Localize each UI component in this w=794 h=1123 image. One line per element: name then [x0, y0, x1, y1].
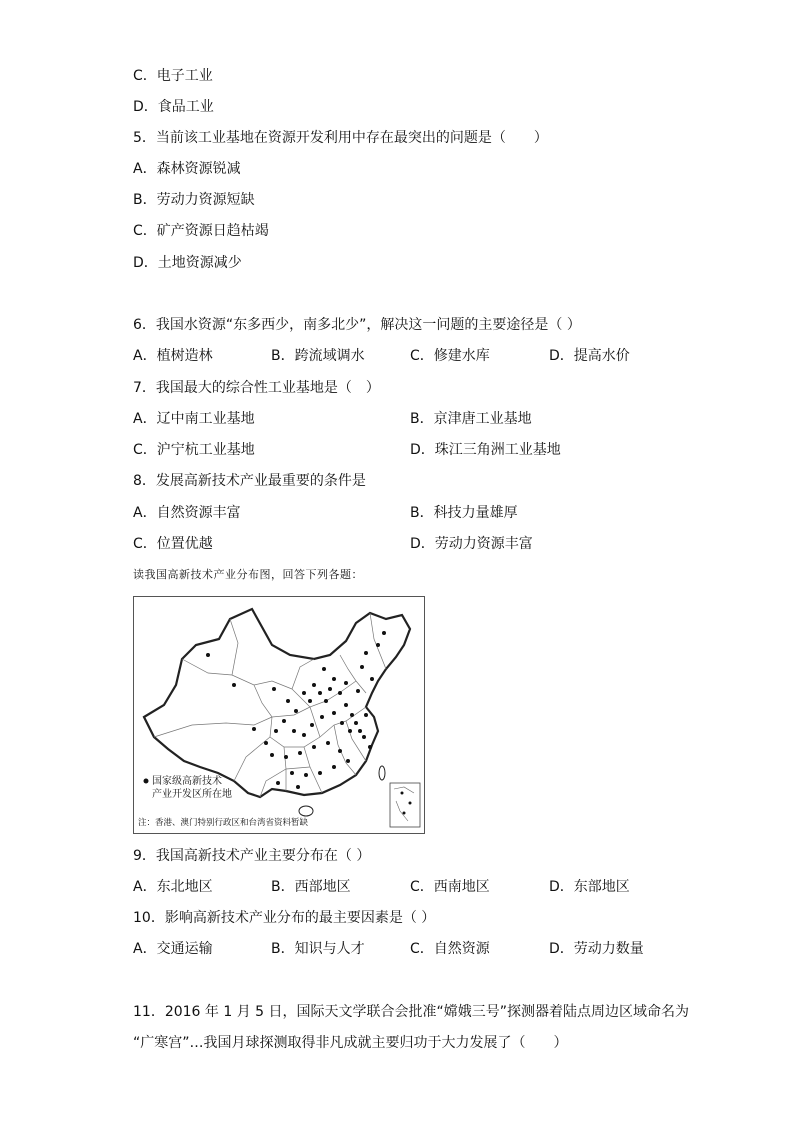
south-china-sea-inset — [390, 783, 420, 827]
q9-option-a: A．东北地区 — [133, 879, 213, 895]
q4-option-c: C．电子工业 — [133, 68, 213, 84]
q5-option-a: A．森林资源锐减 — [133, 161, 241, 177]
q9-option-c: C．西南地区 — [410, 879, 490, 895]
q7-option-c: C．沪宁杭工业基地 — [133, 442, 255, 458]
q7-option-a: A．辽中南工业基地 — [133, 411, 255, 427]
q7-option-b: B．京津唐工业基地 — [410, 411, 532, 427]
q7-option-d: D．珠江三角洲工业基地 — [410, 442, 561, 458]
q6-stem: 6．我国水资源“东多西少，南多北少”，解决这一问题的主要途径是（ ） — [133, 317, 581, 333]
q5-stem: 5．当前该工业基地在资源开发利用中存在最突出的问题是（ ） — [133, 130, 548, 146]
q9-stem: 9．我国高新技术产业主要分布在（ ） — [133, 848, 371, 864]
q5-option-c: C．矿产资源日趋枯竭 — [133, 223, 269, 239]
q5-option-b: B．劳动力资源短缺 — [133, 192, 255, 208]
q6-option-d: D．提高水价 — [549, 348, 630, 364]
china-outline — [144, 609, 410, 797]
map-legend-line2: 产业开发区所在地 — [152, 789, 232, 800]
legend-dot-icon — [144, 779, 149, 784]
q9-option-b: B．西部地区 — [271, 879, 351, 895]
hainan-island — [299, 806, 313, 816]
q7-stem: 7．我国最大的综合性工业基地是（ ） — [133, 380, 380, 396]
map-intro: 读我国高新技术产业分布图，回答下列各题： — [133, 568, 363, 581]
q8-option-c: C．位置优越 — [133, 536, 213, 552]
map-legend-line1: 国家级高新技术 — [152, 776, 222, 787]
q8-stem: 8．发展高新技术产业最重要的条件是 — [133, 473, 366, 489]
q8-option-d: D．劳动力资源丰富 — [410, 536, 533, 552]
q5-option-d: D．土地资源减少 — [133, 255, 242, 271]
map-note: 注：香港、澳门特别行政区和台湾省资料暂缺 — [138, 818, 309, 828]
q10-option-b: B．知识与人才 — [271, 941, 365, 957]
q10-stem: 10．影响高新技术产业分布的最主要因素是（ ） — [133, 910, 436, 926]
q11-stem-line1: 11．2016 年 1 月 5 日，国际天文学联合会批准“嫦娥三号”探测器着陆点周边区域命名为 — [133, 1004, 690, 1020]
china-map-svg — [134, 597, 424, 833]
q4-option-d: D．食品工业 — [133, 99, 214, 115]
q8-option-b: B．科技力量雄厚 — [410, 505, 518, 521]
q10-option-a: A．交通运输 — [133, 941, 213, 957]
q6-option-b: B．跨流域调水 — [271, 348, 365, 364]
q6-option-a: A．植树造林 — [133, 348, 213, 364]
q6-option-c: C．修建水库 — [410, 348, 490, 364]
q9-option-d: D．东部地区 — [549, 879, 630, 895]
high-tech-distribution-map — [133, 596, 425, 834]
q10-option-d: D．劳动力数量 — [549, 941, 644, 957]
q10-option-c: C．自然资源 — [410, 941, 490, 957]
q8-option-a: A．自然资源丰富 — [133, 505, 241, 521]
taiwan-island — [379, 766, 385, 780]
q11-stem-line2: “广寒宫”…我国月球探测取得非凡成就主要归功于大力发展了（ ） — [133, 1035, 568, 1051]
